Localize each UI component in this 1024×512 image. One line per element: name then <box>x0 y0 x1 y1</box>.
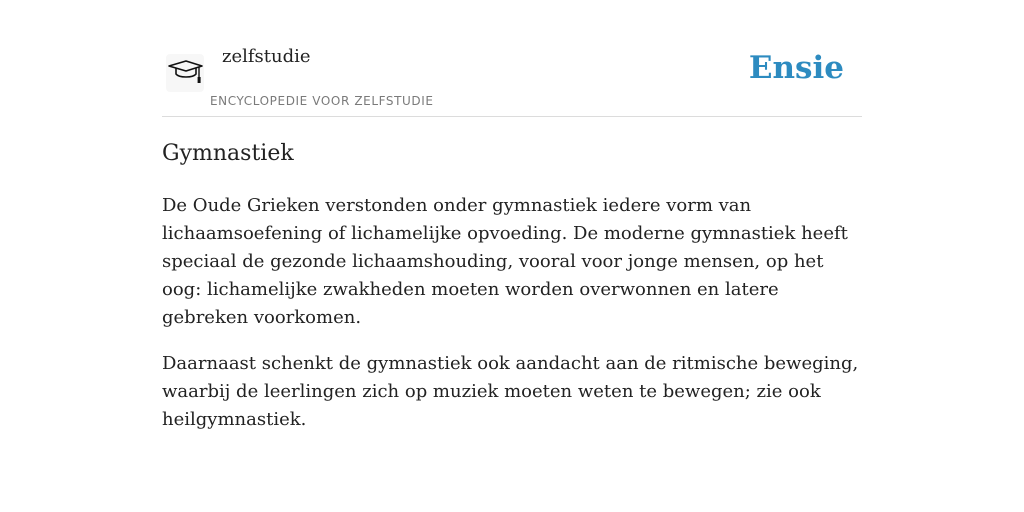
site-tagline: ENCYCLOPEDIE VOOR ZELFSTUDIE <box>210 94 434 108</box>
brand-logo-link[interactable]: Ensie <box>748 50 844 86</box>
article-paragraph: Daarnaast schenkt de gymnastiek ook aandacht aan de ritmische beweging, waarbij de leerlingen zich op muziek moeten weten te bewegen; zie ook heilgymnastiek. <box>162 353 859 430</box>
article-title: Gymnastiek <box>162 141 294 166</box>
site-logo[interactable] <box>166 54 204 92</box>
article <box>162 138 862 434</box>
site-header <box>162 0 862 117</box>
article-paragraph: De Oude Grieken verstonden onder gymnastiek iedere vorm van lichaamsoefening of lichamelijke opvoeding. De moderne gymnastiek heeft speciaal de gezonde lichaamshouding, vooral voor jonge mensen, op het oog: lichamelijke zwakheden moeten worden overwonnen en latere gebreken voorkomen. <box>162 195 848 328</box>
site-name[interactable]: zelfstudie <box>222 46 311 67</box>
